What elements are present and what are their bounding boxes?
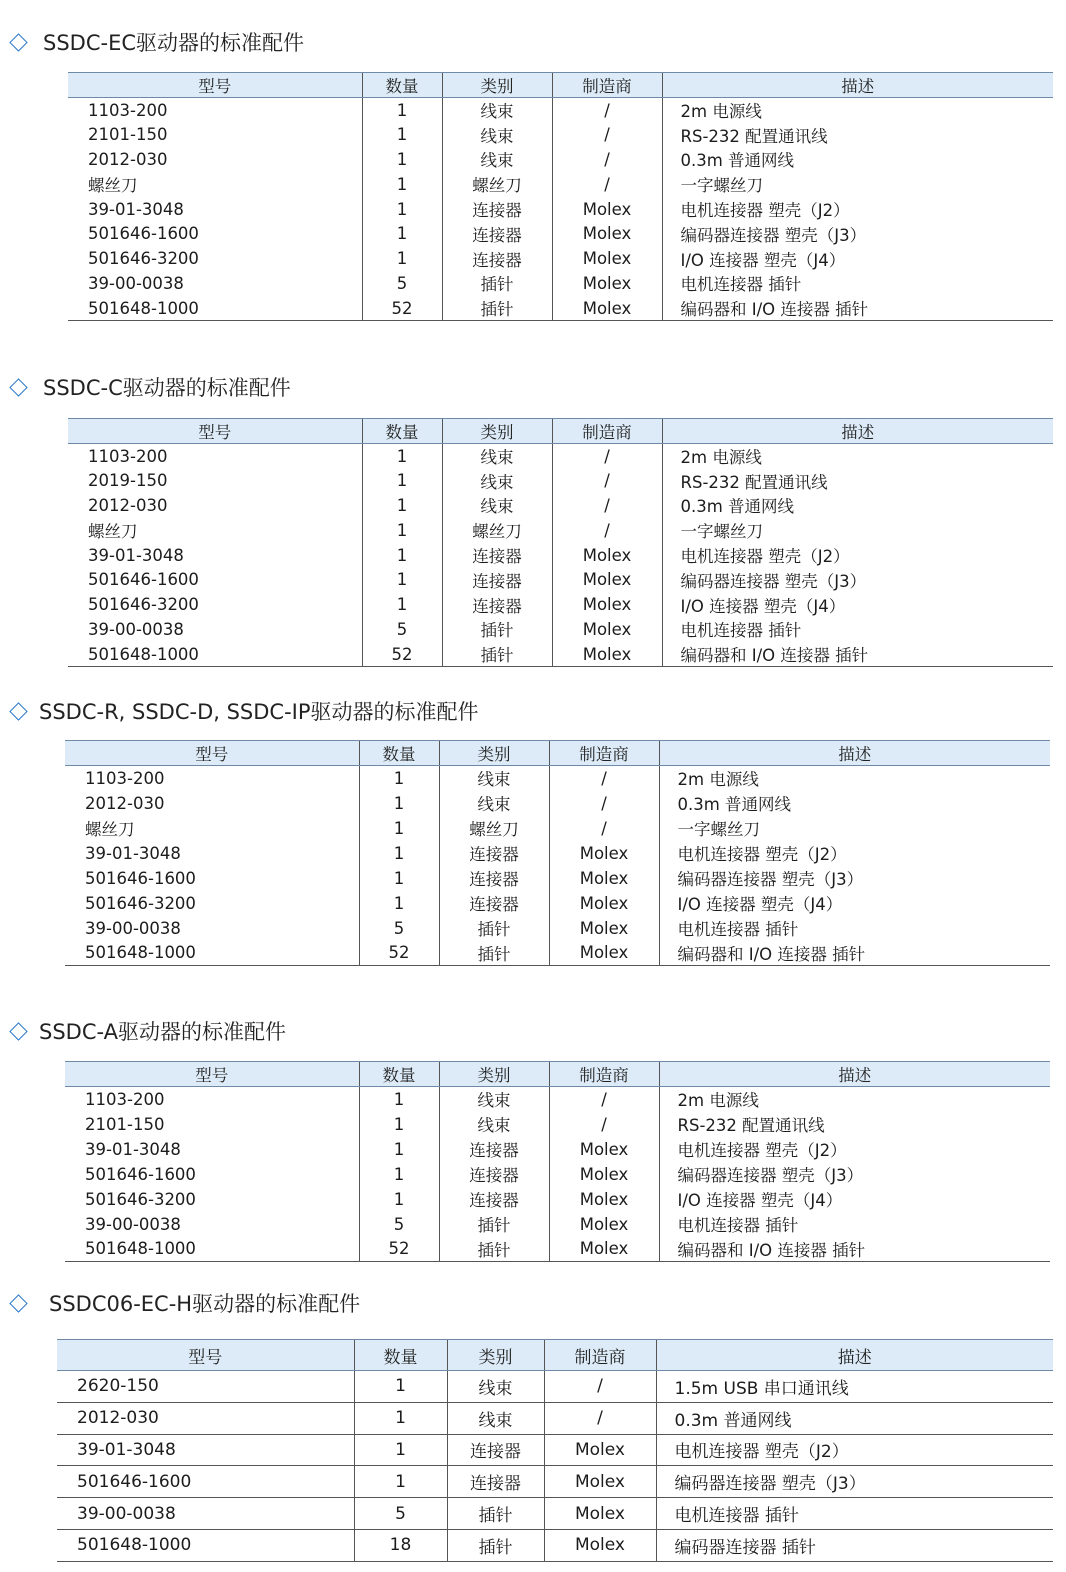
cell-model: 2101-150 xyxy=(88,125,168,145)
cell-description: 编码器和 I/O 连接器 插针 xyxy=(659,1237,1050,1262)
cell-description: 0.3m 普通网线 xyxy=(662,493,1053,518)
cell-description: 编码器连接器 塑壳（J3） xyxy=(659,1162,1050,1187)
cell-category: 线束 xyxy=(447,1402,544,1434)
cell-category: 连接器 xyxy=(439,1187,549,1212)
cell-category: 线束 xyxy=(439,1112,549,1137)
cell-qty: 52 xyxy=(362,296,442,321)
diamond-bullet-icon xyxy=(9,702,27,720)
table-row xyxy=(57,1434,1053,1466)
cell-description: 编码器连接器 塑壳（J3） xyxy=(656,1466,1053,1498)
header-category: 类别 xyxy=(442,419,552,444)
diamond-bullet-icon xyxy=(9,1294,27,1312)
cell-category: 插针 xyxy=(439,1237,549,1262)
cell-manufacturer: Molex xyxy=(544,1498,656,1530)
section-title xyxy=(0,372,291,402)
cell-qty: 52 xyxy=(362,642,442,667)
cell-description: I/O 连接器 塑壳（J4） xyxy=(659,891,1050,916)
cell-category: 连接器 xyxy=(442,567,552,592)
cell-description: 一字螺丝刀 xyxy=(659,816,1050,841)
table-row xyxy=(65,1087,1050,1112)
cell-description: 编码器和 I/O 连接器 插针 xyxy=(659,941,1050,966)
cell-model: 39-01-3048 xyxy=(85,843,181,863)
table-header-row xyxy=(68,73,1053,98)
cell-model: 501646-3200 xyxy=(85,1189,196,1209)
table-header-row xyxy=(65,741,1050,766)
table-row xyxy=(68,246,1053,271)
header-qty: 数量 xyxy=(359,741,439,766)
cell-manufacturer: Molex xyxy=(549,1137,659,1162)
accessories-table xyxy=(65,740,1050,966)
cell-model: 501646-1600 xyxy=(85,1164,196,1184)
cell-category: 插针 xyxy=(442,271,552,296)
cell-description: 0.3m 普通网线 xyxy=(656,1402,1053,1434)
cell-category: 插针 xyxy=(439,1212,549,1237)
table-row xyxy=(68,147,1053,172)
cell-model: 501648-1000 xyxy=(68,296,362,321)
cell-description: 编码器和 I/O 连接器 插针 xyxy=(662,296,1053,321)
section-title-text: SSDC-EC驱动器的标准配件 xyxy=(43,31,305,55)
cell-description: 编码器和 I/O 连接器 插针 xyxy=(662,642,1053,667)
table-row xyxy=(65,791,1050,816)
cell-model: 2019-150 xyxy=(88,471,168,491)
cell-description: 一字螺丝刀 xyxy=(662,172,1053,197)
table-row xyxy=(68,197,1053,222)
header-qty: 数量 xyxy=(354,1340,447,1371)
cell-description: 2m 电源线 xyxy=(662,444,1053,469)
header-model: 型号 xyxy=(68,419,362,444)
cell-description: I/O 连接器 塑壳（J4） xyxy=(659,1187,1050,1212)
cell-category: 连接器 xyxy=(442,221,552,246)
header-description: 描述 xyxy=(662,419,1053,444)
cell-manufacturer: Molex xyxy=(552,617,662,642)
header-model: 型号 xyxy=(57,1340,354,1371)
table-row xyxy=(68,98,1053,123)
cell-model: 39-01-3048 xyxy=(88,545,184,565)
cell-manufacturer: / xyxy=(552,493,662,518)
cell-qty: 1 xyxy=(359,1137,439,1162)
cell-manufacturer: / xyxy=(552,172,662,197)
table-row xyxy=(68,567,1053,592)
cell-manufacturer: Molex xyxy=(552,592,662,617)
cell-manufacturer: Molex xyxy=(549,1212,659,1237)
cell-qty: 1 xyxy=(362,518,442,543)
table-row xyxy=(57,1371,1053,1403)
accessories-table xyxy=(68,418,1053,667)
cell-qty: 1 xyxy=(362,197,442,222)
cell-qty: 1 xyxy=(362,468,442,493)
table-row xyxy=(65,766,1050,791)
cell-manufacturer: / xyxy=(552,122,662,147)
cell-qty: 1 xyxy=(362,172,442,197)
header-category: 类别 xyxy=(439,1062,549,1087)
section-title-text: SSDC06-EC-H驱动器的标准配件 xyxy=(49,1292,361,1316)
cell-model: 1103-200 xyxy=(88,446,168,466)
cell-description: 编码器连接器 塑壳（J3） xyxy=(662,221,1053,246)
table-row xyxy=(68,172,1053,197)
cell-qty: 5 xyxy=(359,1212,439,1237)
cell-category: 螺丝刀 xyxy=(439,816,549,841)
cell-qty: 1 xyxy=(359,866,439,891)
cell-category: 线束 xyxy=(442,444,552,469)
cell-category: 连接器 xyxy=(442,592,552,617)
cell-manufacturer: Molex xyxy=(552,296,662,321)
section-title-text: SSDC-R, SSDC-D, SSDC-IP驱动器的标准配件 xyxy=(39,700,479,724)
cell-category: 连接器 xyxy=(442,543,552,568)
cell-manufacturer: Molex xyxy=(552,642,662,667)
cell-category: 插针 xyxy=(439,941,549,966)
cell-manufacturer: / xyxy=(549,1087,659,1112)
cell-category: 线束 xyxy=(439,1087,549,1112)
table-row xyxy=(57,1529,1053,1561)
cell-qty: 1 xyxy=(359,841,439,866)
table-row xyxy=(65,1187,1050,1212)
cell-description: 一字螺丝刀 xyxy=(662,518,1053,543)
cell-category: 连接器 xyxy=(439,891,549,916)
cell-category: 线束 xyxy=(447,1371,544,1403)
table-row xyxy=(57,1402,1053,1434)
table-row xyxy=(65,866,1050,891)
cell-category: 插针 xyxy=(442,642,552,667)
table-row xyxy=(65,816,1050,841)
section-title xyxy=(0,1288,360,1318)
cell-model: 39-00-0038 xyxy=(57,1498,354,1530)
cell-model: 2620-150 xyxy=(57,1371,354,1403)
cell-model: 1103-200 xyxy=(88,100,168,120)
cell-category: 连接器 xyxy=(439,1162,549,1187)
cell-category: 线束 xyxy=(442,122,552,147)
section-title xyxy=(0,27,304,57)
table-row xyxy=(65,1212,1050,1237)
cell-model: 39-00-0038 xyxy=(85,918,181,938)
header-manufacturer: 制造商 xyxy=(552,73,662,98)
cell-qty: 1 xyxy=(362,147,442,172)
cell-model: 501648-1000 xyxy=(65,941,359,966)
cell-description: 2m 电源线 xyxy=(659,766,1050,791)
cell-model: 2012-030 xyxy=(57,1402,354,1434)
cell-description: 电机连接器 塑壳（J2） xyxy=(662,197,1053,222)
cell-qty: 1 xyxy=(359,766,439,791)
table-row xyxy=(68,221,1053,246)
cell-model: 501648-1000 xyxy=(65,1237,359,1262)
table-row xyxy=(68,122,1053,147)
cell-model: 2012-030 xyxy=(88,149,168,169)
cell-qty: 1 xyxy=(359,891,439,916)
cell-category: 线束 xyxy=(442,147,552,172)
cell-description: RS-232 配置通讯线 xyxy=(659,1112,1050,1137)
cell-qty: 52 xyxy=(359,941,439,966)
cell-model: 2012-030 xyxy=(88,495,168,515)
cell-category: 螺丝刀 xyxy=(442,518,552,543)
header-model: 型号 xyxy=(65,741,359,766)
cell-qty: 1 xyxy=(359,1187,439,1212)
cell-qty: 1 xyxy=(359,791,439,816)
cell-description: 2m 电源线 xyxy=(662,98,1053,123)
cell-model: 螺丝刀 xyxy=(88,176,138,196)
cell-qty: 5 xyxy=(362,617,442,642)
header-category: 类别 xyxy=(442,73,552,98)
cell-model: 39-01-3048 xyxy=(88,199,184,219)
cell-manufacturer: Molex xyxy=(549,941,659,966)
cell-manufacturer: Molex xyxy=(552,221,662,246)
cell-manufacturer: / xyxy=(549,791,659,816)
table-row xyxy=(68,543,1053,568)
cell-manufacturer: Molex xyxy=(549,1237,659,1262)
cell-description: 编码器连接器 塑壳（J3） xyxy=(659,866,1050,891)
header-description: 描述 xyxy=(659,1062,1050,1087)
cell-description: 电机连接器 塑壳（J2） xyxy=(659,841,1050,866)
cell-description: 电机连接器 插针 xyxy=(659,916,1050,941)
cell-description: 电机连接器 插针 xyxy=(662,617,1053,642)
cell-qty: 1 xyxy=(359,1112,439,1137)
table-row xyxy=(65,941,1050,966)
table-row xyxy=(57,1498,1053,1530)
diamond-bullet-icon xyxy=(9,378,27,396)
section-title-text: SSDC-C驱动器的标准配件 xyxy=(43,376,291,400)
cell-description: 0.3m 普通网线 xyxy=(659,791,1050,816)
cell-category: 连接器 xyxy=(439,1137,549,1162)
cell-qty: 1 xyxy=(354,1371,447,1403)
cell-category: 连接器 xyxy=(442,197,552,222)
cell-qty: 1 xyxy=(359,1087,439,1112)
table-header-row xyxy=(57,1340,1053,1371)
table-row xyxy=(65,1162,1050,1187)
table-row xyxy=(65,891,1050,916)
cell-manufacturer: Molex xyxy=(544,1529,656,1561)
cell-manufacturer: / xyxy=(552,98,662,123)
cell-manufacturer: Molex xyxy=(552,197,662,222)
section-title xyxy=(0,1016,286,1046)
cell-qty: 1 xyxy=(362,122,442,147)
table-row xyxy=(68,468,1053,493)
cell-model: 2101-150 xyxy=(85,1114,165,1134)
cell-manufacturer: Molex xyxy=(552,271,662,296)
cell-qty: 5 xyxy=(359,916,439,941)
cell-category: 连接器 xyxy=(447,1466,544,1498)
cell-manufacturer: Molex xyxy=(552,567,662,592)
header-manufacturer: 制造商 xyxy=(544,1340,656,1371)
cell-description: 电机连接器 塑壳（J2） xyxy=(662,543,1053,568)
cell-model: 501648-1000 xyxy=(68,642,362,667)
table-row xyxy=(65,1237,1050,1262)
header-category: 类别 xyxy=(447,1340,544,1371)
cell-description: 0.3m 普通网线 xyxy=(662,147,1053,172)
cell-manufacturer: Molex xyxy=(544,1466,656,1498)
table-row xyxy=(68,271,1053,296)
cell-category: 插针 xyxy=(442,296,552,321)
cell-description: 电机连接器 插针 xyxy=(656,1498,1053,1530)
cell-model: 2012-030 xyxy=(85,793,165,813)
cell-category: 插针 xyxy=(447,1529,544,1561)
cell-description: 电机连接器 插针 xyxy=(659,1212,1050,1237)
cell-qty: 18 xyxy=(354,1529,447,1561)
accessories-table xyxy=(57,1339,1053,1562)
cell-manufacturer: Molex xyxy=(549,841,659,866)
cell-qty: 1 xyxy=(362,493,442,518)
cell-description: 2m 电源线 xyxy=(659,1087,1050,1112)
cell-category: 线束 xyxy=(442,98,552,123)
cell-manufacturer: / xyxy=(549,816,659,841)
cell-manufacturer: / xyxy=(552,518,662,543)
table-row xyxy=(65,1112,1050,1137)
section-title xyxy=(0,696,479,726)
cell-model: 501646-3200 xyxy=(85,893,196,913)
cell-description: I/O 连接器 塑壳（J4） xyxy=(662,592,1053,617)
cell-qty: 1 xyxy=(362,246,442,271)
cell-description: 电机连接器 塑壳（J2） xyxy=(659,1137,1050,1162)
cell-description: 编码器连接器 插针 xyxy=(656,1529,1053,1561)
header-description: 描述 xyxy=(659,741,1050,766)
cell-model: 1103-200 xyxy=(85,1089,165,1109)
cell-qty: 1 xyxy=(362,567,442,592)
cell-qty: 1 xyxy=(362,221,442,246)
accessories-table xyxy=(65,1061,1050,1262)
cell-model: 1103-200 xyxy=(85,768,165,788)
cell-model: 501646-3200 xyxy=(88,595,199,615)
cell-description: 编码器连接器 塑壳（J3） xyxy=(662,567,1053,592)
table-header-row xyxy=(65,1062,1050,1087)
header-model: 型号 xyxy=(65,1062,359,1087)
table-row xyxy=(68,444,1053,469)
table-row xyxy=(65,841,1050,866)
cell-manufacturer: / xyxy=(549,766,659,791)
table-row xyxy=(68,592,1053,617)
cell-category: 螺丝刀 xyxy=(442,172,552,197)
cell-qty: 52 xyxy=(359,1237,439,1262)
cell-manufacturer: / xyxy=(549,1112,659,1137)
header-model: 型号 xyxy=(68,73,362,98)
cell-model: 39-00-0038 xyxy=(88,619,184,639)
cell-qty: 1 xyxy=(359,816,439,841)
cell-category: 连接器 xyxy=(447,1434,544,1466)
cell-qty: 1 xyxy=(362,98,442,123)
table-row xyxy=(65,1137,1050,1162)
cell-qty: 5 xyxy=(354,1498,447,1530)
header-category: 类别 xyxy=(439,741,549,766)
cell-model: 501646-1600 xyxy=(88,570,199,590)
cell-model: 501646-3200 xyxy=(88,249,199,269)
header-qty: 数量 xyxy=(359,1062,439,1087)
accessories-table xyxy=(68,72,1053,321)
cell-qty: 1 xyxy=(354,1434,447,1466)
header-qty: 数量 xyxy=(362,73,442,98)
cell-model: 螺丝刀 xyxy=(88,522,138,542)
cell-description: 电机连接器 插针 xyxy=(662,271,1053,296)
cell-category: 连接器 xyxy=(442,246,552,271)
header-manufacturer: 制造商 xyxy=(549,1062,659,1087)
table-row xyxy=(68,493,1053,518)
header-qty: 数量 xyxy=(362,419,442,444)
cell-qty: 5 xyxy=(362,271,442,296)
cell-manufacturer: Molex xyxy=(552,543,662,568)
cell-manufacturer: Molex xyxy=(549,866,659,891)
cell-category: 线束 xyxy=(439,791,549,816)
cell-manufacturer: / xyxy=(552,444,662,469)
table-row xyxy=(68,617,1053,642)
cell-model: 螺丝刀 xyxy=(85,820,135,839)
cell-qty: 1 xyxy=(362,592,442,617)
cell-category: 连接器 xyxy=(439,866,549,891)
table-row xyxy=(68,642,1053,667)
cell-description: 1.5m USB 串口通讯线 xyxy=(656,1371,1053,1403)
table-row xyxy=(68,518,1053,543)
cell-manufacturer: / xyxy=(544,1402,656,1434)
cell-qty: 1 xyxy=(354,1402,447,1434)
cell-manufacturer: Molex xyxy=(549,1187,659,1212)
cell-model: 501646-1600 xyxy=(57,1466,354,1498)
cell-manufacturer: Molex xyxy=(549,916,659,941)
cell-qty: 1 xyxy=(354,1466,447,1498)
cell-category: 插针 xyxy=(439,916,549,941)
cell-manufacturer: Molex xyxy=(549,1162,659,1187)
table-row xyxy=(65,916,1050,941)
cell-manufacturer: Molex xyxy=(552,246,662,271)
header-manufacturer: 制造商 xyxy=(549,741,659,766)
cell-model: 501648-1000 xyxy=(57,1529,354,1561)
cell-model: 501646-1600 xyxy=(85,868,196,888)
cell-category: 连接器 xyxy=(439,841,549,866)
cell-manufacturer: / xyxy=(552,147,662,172)
cell-category: 线束 xyxy=(442,493,552,518)
diamond-bullet-icon xyxy=(9,1022,27,1040)
cell-description: RS-232 配置通讯线 xyxy=(662,122,1053,147)
cell-category: 线束 xyxy=(439,766,549,791)
cell-manufacturer: Molex xyxy=(544,1434,656,1466)
cell-model: 39-00-0038 xyxy=(85,1214,181,1234)
section-title-text: SSDC-A驱动器的标准配件 xyxy=(39,1020,286,1044)
cell-category: 线束 xyxy=(442,468,552,493)
cell-model: 39-00-0038 xyxy=(88,273,184,293)
cell-description: 电机连接器 塑壳（J2） xyxy=(656,1434,1053,1466)
table-row xyxy=(57,1466,1053,1498)
cell-qty: 1 xyxy=(359,1162,439,1187)
cell-manufacturer: / xyxy=(544,1371,656,1403)
header-description: 描述 xyxy=(656,1340,1053,1371)
cell-qty: 1 xyxy=(362,543,442,568)
header-manufacturer: 制造商 xyxy=(552,419,662,444)
header-description: 描述 xyxy=(662,73,1053,98)
cell-description: I/O 连接器 塑壳（J4） xyxy=(662,246,1053,271)
cell-description: RS-232 配置通讯线 xyxy=(662,468,1053,493)
cell-model: 501646-1600 xyxy=(88,224,199,244)
table-header-row xyxy=(68,419,1053,444)
diamond-bullet-icon xyxy=(9,33,27,51)
cell-category: 插针 xyxy=(447,1498,544,1530)
cell-manufacturer: Molex xyxy=(549,891,659,916)
table-row xyxy=(68,296,1053,321)
cell-model: 39-01-3048 xyxy=(85,1139,181,1159)
cell-qty: 1 xyxy=(362,444,442,469)
cell-model: 39-01-3048 xyxy=(57,1434,354,1466)
cell-manufacturer: / xyxy=(552,468,662,493)
cell-category: 插针 xyxy=(442,617,552,642)
